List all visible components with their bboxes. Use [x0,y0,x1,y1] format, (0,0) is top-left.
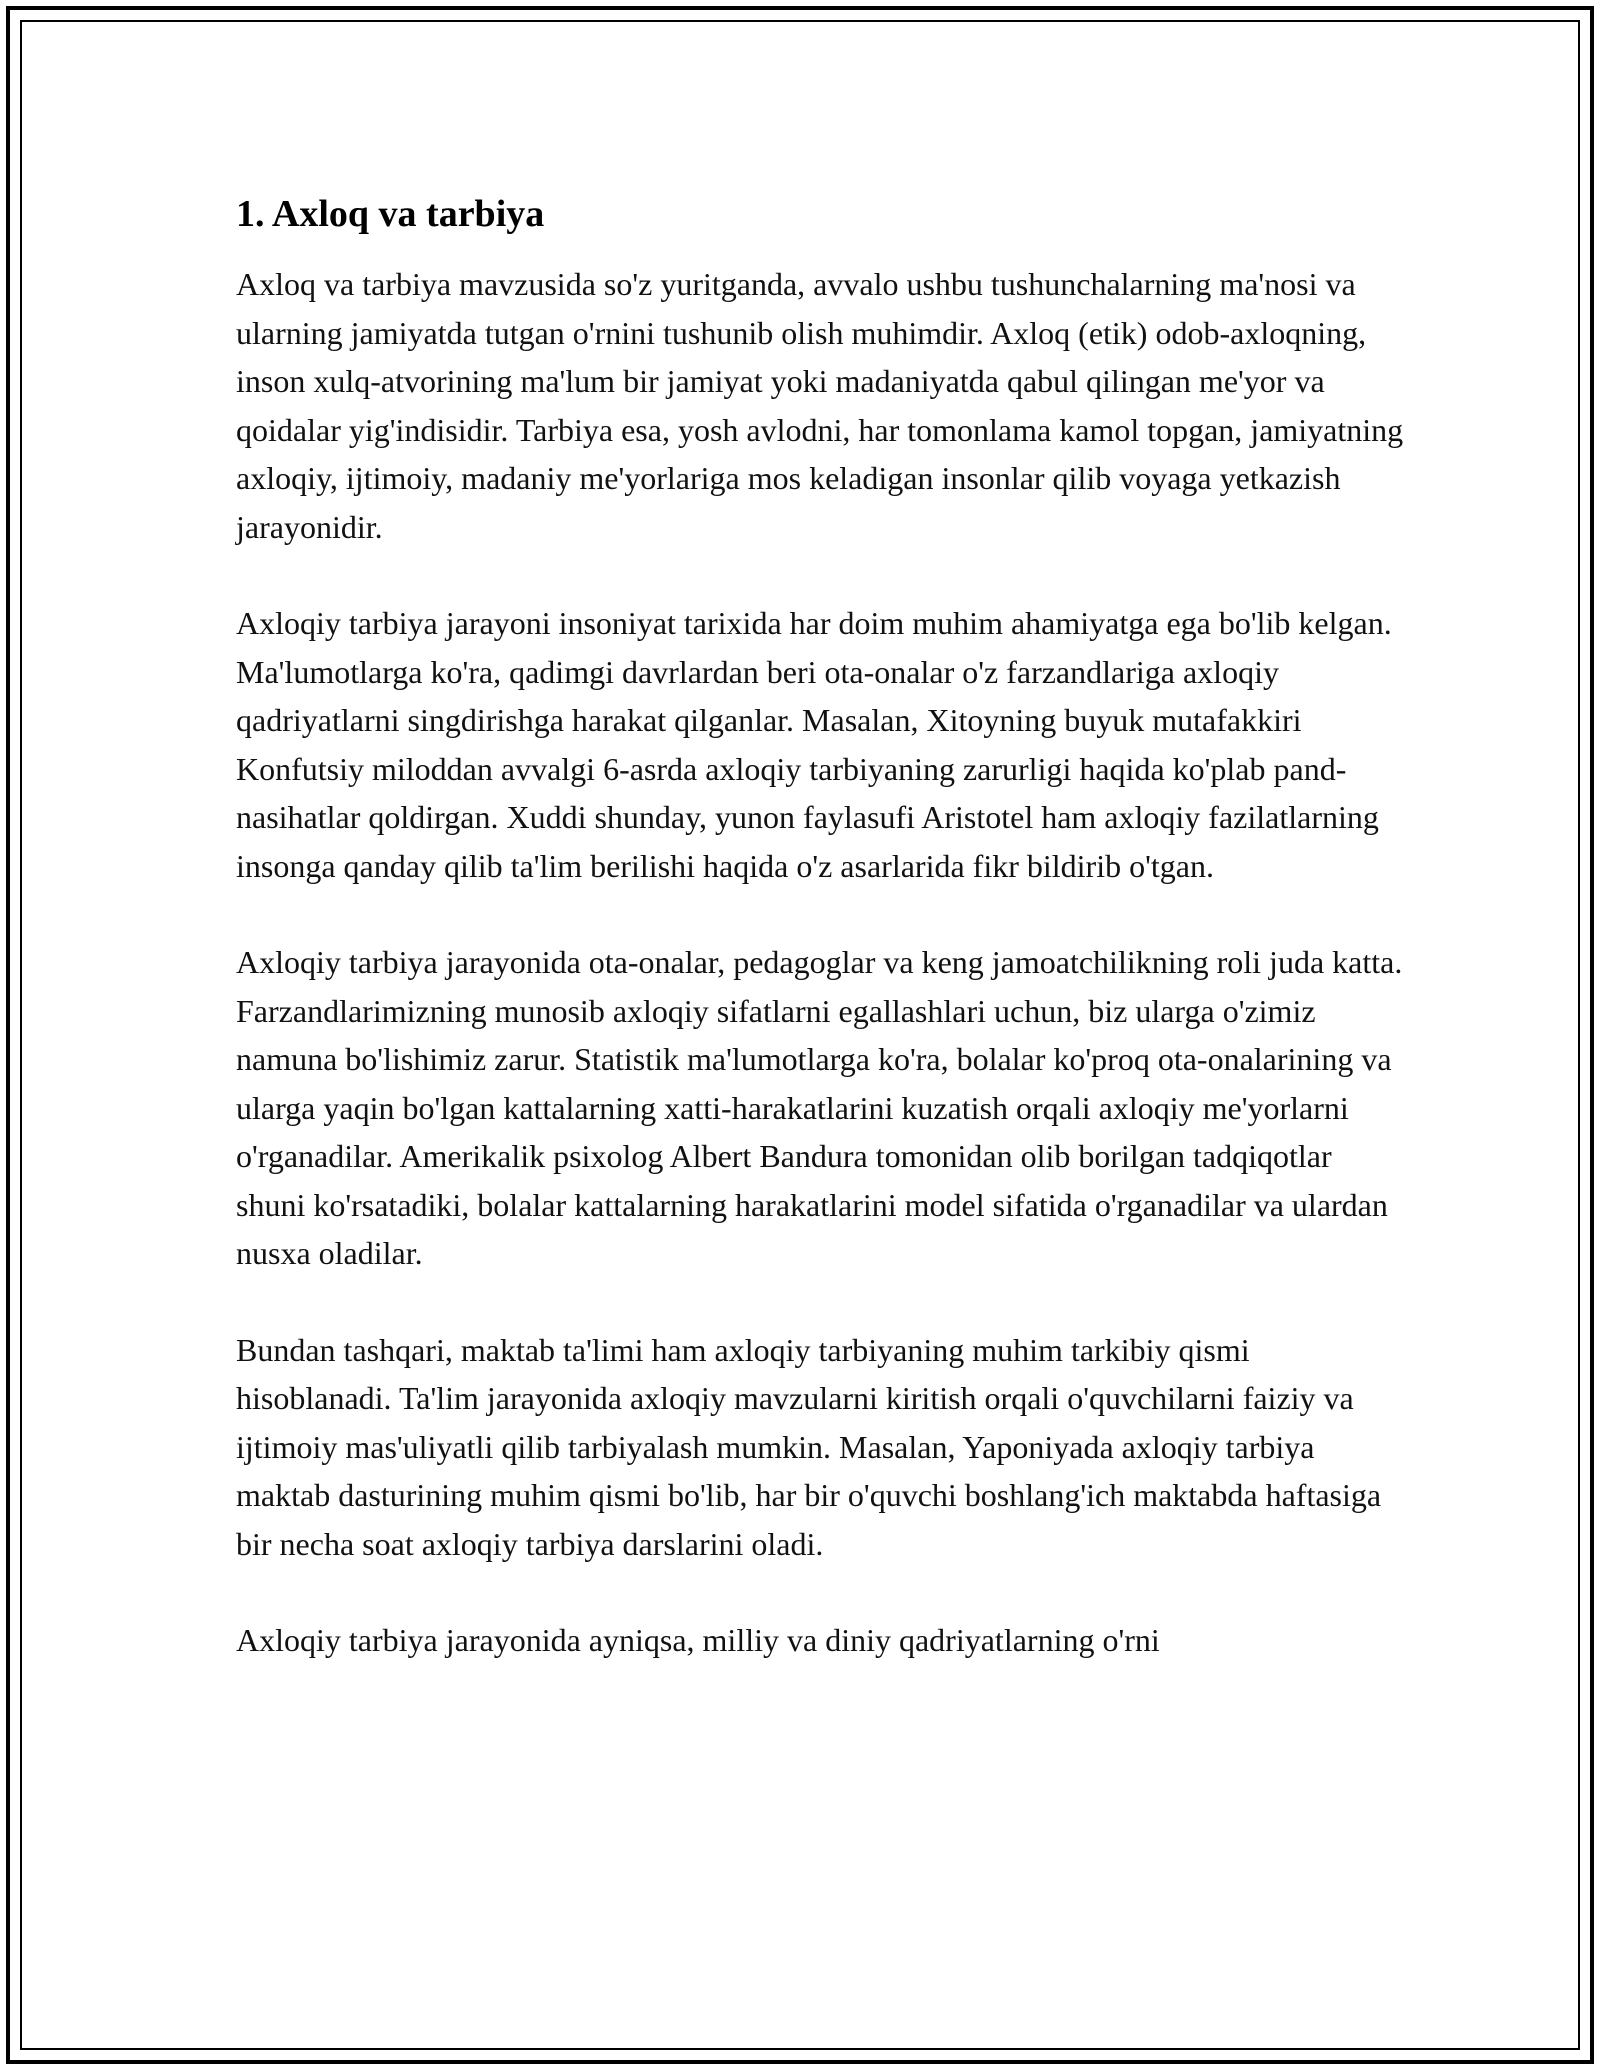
paragraph-4: Bundan tashqari, maktab ta'limi ham axloqiy tarbiyaning muhim tarkibiy qismi hisoblanadi. Ta'lim jarayonida axloqiy mavzularni kiritish orqali o'quvchilarni faiziy va ijtimoiy mas'uliyatli qilib tarbiyalash mumkin. Masalan, Yaponiyada axloqiy tarbiya maktab dasturining muhim qismi bo'lib, har bir o'quvchi boshlang'ich maktabda haftasiga bir necha soat axloqiy tarbiya darslarini oladi. [236,1331,1382,1562]
paragraph-5: Axloqiy tarbiya jarayonida ayniqsa, milliy va diniy qadriyatlarning o'rni [236,1622,1160,1658]
document-body [236,186,1406,1713]
paragraph-1: Axloq va tarbiya mavzusida so'z yuritganda, avvalo ushbu tushunchalarning ma'nosi va ularning jamiyatda tutgan o'rnini tushunib olish muhimdir. Axloq (etik) odob-axloqning, inson xulq-atvorining ma'lum bir jamiyat yoki madaniyatda qabul qilingan me'yor va qoidalar yig'indisidir. Tarbiya esa, yosh avlodni, har tomonlama kamol topgan, jamiyatning axloqiy, ijtimoiy, madaniy me'yorlariga mos keladigan insonlar qilib voyaga yetkazish jarayonidir. [236,266,1404,545]
paragraph-2: Axloqiy tarbiya jarayoni insoniyat tarixida har doim muhim ahamiyatga ega bo'lib kelgan. Ma'lumotlarga ko'ra, qadimgi davrlardan beri ota-onalar o'z farzandlariga axloqiy qadriyatlarni singdirishga harakat qilganlar. Masalan, Xitoyning buyuk mutafakkiri Konfutsiy miloddan avvalgi 6-asrda axloqiy tarbiyaning zarurligi haqida ko'plab pand-nasihatlar qoldirgan. Xuddi shunday, yunon faylasufi Aristotel ham axloqiy fazilatlarning insonga qanday qilib ta'lim berilishi haqida o'z asarlarida fikr bildirib o'tgan. [236,605,1392,884]
section-heading: 1. Axloq va tarbiya [236,193,545,235]
paragraph-3: Axloqiy tarbiya jarayonida ota-onalar, pedagoglar va keng jamoatchilikning roli juda katta. Farzandlarimizning munosib axloqiy sifatlarni egallashlari uchun, biz ularga o'zimiz namuna bo'lishimiz zarur. Statistik ma'lumotlarga ko'ra, bolalar ko'proq ota-onalarining va ularga yaqin bo'lgan kattalarning xatti-harakatlarini kuzatish orqali axloqiy me'yorlarni o'rganadilar. Amerikalik psixolog Albert Bandura tomonidan olib borilgan tadqiqotlar shuni ko'rsatadiki, bolalar kattalarning harakatlarini model sifatida o'rganadilar va ulardan nusxa oladilar. [236,944,1403,1271]
